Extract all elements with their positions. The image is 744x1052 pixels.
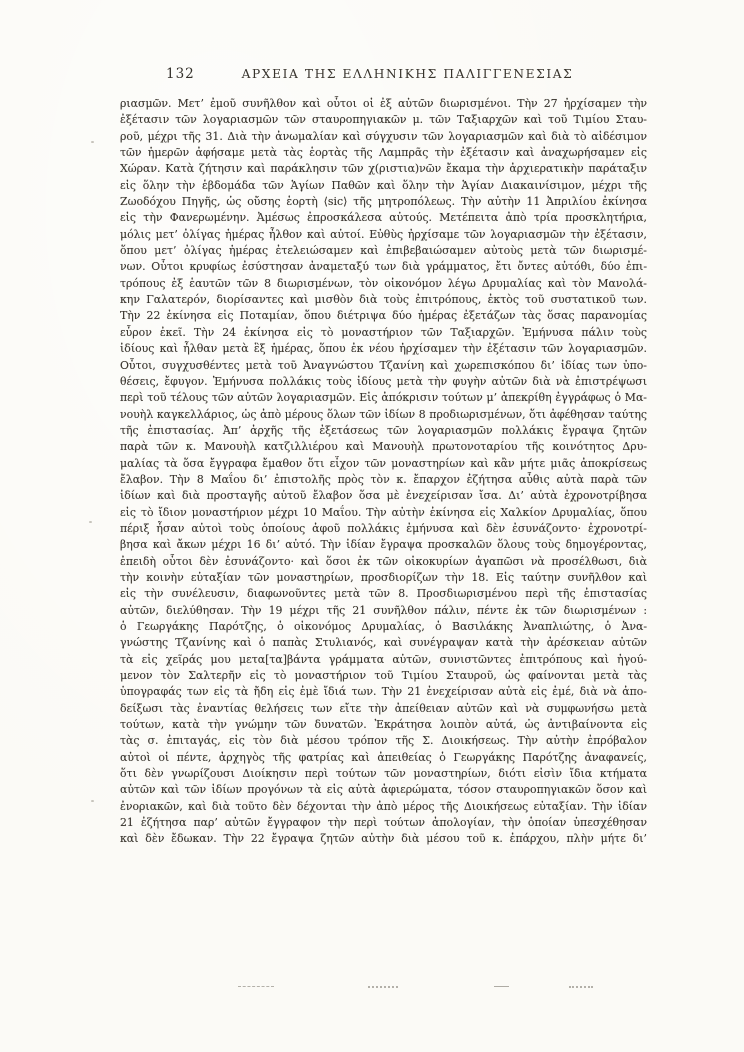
text-line: ριασμῶν. Μετ’ ἐμοῦ συνῆλθον καὶ οὗτοι οἱ ἐξ αὐτῶν διωρισμένοι. Τὴν 27 ἠρχίσαμεν τὴν	[120, 97, 647, 110]
text-line: εἰς ὅλην τὴν ἑβδομάδα τῶν Ἁγίων Παθῶν καὶ ὅλην τὴν Ἁγίαν Διακαινίσιμον, μέχρι τῆς	[120, 178, 647, 192]
text-line: εἰς τὴν Φανερωμένην. Ἀμέσως ἐπροσκάλεσα αὐτούς. Μετέπειτα ἀπὸ τρία προσκλητήρια,	[120, 211, 647, 225]
text-line: ὑπογραφάς των εἰς τὰ ἤδη εἰς ἐμὲ ἴδιά των. Τὴν 21 ἐνεχείρισαν αὐτὰ εἰς ἐμέ, διὰ νὰ ἀπο-	[120, 685, 647, 699]
page-number: 132	[166, 66, 195, 82]
page-text-block	[120, 96, 647, 848]
text-line: κην Γαλατερόν, διορίσαντες καὶ μισθὸν διὰ τοὺς ἐπιτρόπους, ἐκτὸς τοῦ συστατικοῦ των.	[120, 293, 647, 307]
text-line: ὁ Γεωργάκης Παρότζης, ὁ οἰκονόμος Δρυμαλίας, ὁ Βασιλάκης Ἀναπλιώτης, ὁ Ἀνα-	[120, 620, 647, 633]
text-line: τὰς σ. ἐπιταγάς, εἰς τὸν διὰ μέσου τρόπον τῆς Σ. Διοικήσεως. Τὴν αὐτὴν ἐπρόβαλον	[120, 734, 647, 748]
scan-artifact-dash	[494, 986, 509, 987]
text-line: τῆς ἐπιστασίας. Ἀπ’ ἀρχῆς τῆς ἐξετάσεως τῶν λογαριασμῶν πολλάκις ἔγραψα ζητῶν	[120, 423, 647, 437]
scan-artifact-dots	[569, 986, 593, 988]
text-line: τούτων, κατὰ τὴν γνώμην τῶν δυνατῶν. Ἐκράτησα λοιπὸν αὐτά, ὡς ἀντιβαίνοντα εἰς	[120, 718, 647, 732]
text-line: τῶν ἡμερῶν ἀφήσαμε μετὰ τὰς ἑορτὰς τῆς Λαμπρᾶς τὴν ἐξέτασιν καὶ ἀναχωρήσαμεν εἰς	[120, 146, 647, 160]
text-line: 21 ἐζήτησα παρ’ αὐτῶν ἔγγραφον τὴν περὶ τούτων ἀπολογίαν, τὴν ὁποίαν ὑπεσχέθησαν	[120, 816, 647, 830]
text-line: Οὗτοι, συγχυσθέντες μετὰ τοῦ Ἀναγνώστου Τζανίνη καὶ χωρεπισκόπου δι’ ἰδίας των ὑπο-	[120, 358, 647, 372]
scan-artifact-dots	[368, 986, 398, 988]
text-line: γνώστης Τζανίνης καὶ ὁ παπὰς Στυλιανός, καὶ συνέγραψαν κατὰ τὴν ἀρέσκειαν αὐτῶν	[120, 636, 647, 650]
text-line: πέριξ ἦσαν αὐτοὶ τοὺς ὁποίους ἀφοῦ πολλάκις ἐμήνυσα καὶ δὲν ἐσυνάζοντο· ἐχρονοτρί-	[120, 521, 647, 535]
text-line: ἐπειδὴ οὗτοι δὲν ἐσυνάζοντο· καὶ ὅσοι ἐκ τῶν οἰκοκυρίων ἀγαπῶσι νὰ προσέλθωσι, διὰ	[120, 554, 647, 568]
text-line: νων. Οὗτοι κρυφίως ἐσύστησαν ἀναμεταξύ των διὰ γράμματος, ἔτι ὄντες αὐτόθι, δύο ἐπι-	[120, 260, 647, 274]
scan-speck	[89, 521, 92, 523]
text-line: τὴν κοινὴν εὐταξίαν τῶν μοναστηρίων, προσδιορίζων τὴν 18. Εἰς ταύτην συνῆλθον καὶ	[120, 570, 647, 584]
text-line: ἰδίων καὶ διὰ προσταγῆς αὐτοῦ ἔλαβον ὅσα μὲ ἐνεχείρισαν ἴσα. Δι’ αὐτὰ ἐχρονοτρίβησα	[120, 489, 647, 503]
text-line: τρόπους ἐξ ἑαυτῶν τῶν 8 διωρισμένων, τὸν οἰκονόμον λέγω Δρυμαλίας καὶ τὸν Μανολά-	[120, 276, 647, 290]
text-line: αὐτοὶ οἱ πέντε, ἀρχηγὸς τῆς φατρίας καὶ ἀπειθείας ὁ Γεωργάκης Παρότζης ἀναφανείς,	[120, 750, 647, 764]
page-header	[120, 66, 647, 84]
text-line: αὐτῶν καὶ τῶν ἰδίων προγόνων τὰ εἰς αὐτὰ ἀφιερώματα, τόσον σταυροπηγιακῶν ὅσον καὶ	[120, 783, 647, 797]
text-line: Τὴν 22 ἐκίνησα εἰς Ποταμίαν, ὅπου διέτριψα δύο ἡμέρας ἐξετάζων τὰς ὅσας παρανομίας	[120, 309, 647, 323]
text-line: περὶ τοῦ τέλους τῶν αὐτῶν λογαριασμῶν. Εἰς ἀπόκρισιν τούτων μ’ ἀπεκρίθη ἐγγράφως ὁ Μα-	[120, 391, 647, 405]
text-line: ροῦ, μέχρι τῆς 31. Διὰ τὴν ἀνωμαλίαν καὶ σύγχυσιν τῶν λογαριασμῶν καὶ διὰ τὸ αἰδέσιμον	[120, 129, 647, 143]
text-line: ὅτι δὲν γνωρίζουσι Διοίκησιν περὶ τούτων τῶν μοναστηρίων, διότι εἰσὶν ἴδια κτήματα	[120, 767, 647, 781]
text-line: παρὰ τῶν κ. Μανουὴλ κατζιλλιέρου καὶ Μανουὴλ πρωτονοταρίου τῆς κοινότητος Δρυ-	[120, 440, 647, 454]
text-line: μαλίας τὰ ὅσα ἔγγραφα ἔμαθον ὅτι εἶχον τῶν μοναστηρίων καὶ κἂν μήτε μιᾶς ἀποκρίσεως	[120, 456, 647, 470]
text-line: δείξωσι τὰς ἐναντίας θελήσεις των εἴτε τὴν ἀπείθειαν αὐτῶν καὶ νὰ συμφωνήσω μετὰ	[120, 701, 647, 715]
text-line: εἰς τὸ ἴδιον μοναστήριον μέχρι 10 Μαΐου. Τὴν αὐτὴν ἐκίνησα εἰς Χαλκίον Δρυμαλίας, ὅπου	[120, 505, 647, 519]
scan-speck	[91, 800, 94, 802]
text-line: ἔλαβον. Τὴν 8 Μαΐου δι’ ἐπιστολῆς πρὸς τὸν κ. ἔπαρχον ἐζήτησα αὖθις αὐτὰ παρὰ τῶν	[120, 472, 647, 486]
text-line: μόλις μετ’ ὀλίγας ἡμέρας ἦλθον καὶ αὐτοί. Εὐθὺς ἠρχίσαμε τῶν λογαριασμῶν τὴν ἐξέτασιν,	[120, 227, 647, 241]
text-line: βησα καὶ ἄκων μέχρι 16 δι’ αὐτό. Τὴν ἰδίαν ἔγραψα προσκαλῶν ὅλους τοὺς δημογέροντας,	[120, 538, 647, 552]
text-line: ὅπου μετ’ ὀλίγας ἡμέρας ἐτελειώσαμεν καὶ ἐπιβεβαιώσαμεν αὐτοὺς μετὰ τῶν διωρισμέ-	[120, 244, 647, 258]
text-line: νουὴλ καγκελλάριος, ὡς ἀπὸ μέρους ὅλων τῶν ἰδίων 8 προδιωρισμένων, ὅτι ἀφέθησαν ταύτης	[120, 407, 647, 421]
text-line: Χώραν. Κατὰ ζήτησιν καὶ παράκλησιν τῶν χ(ριστια)νῶν ἔκαμα τὴν ἀρχιερατικὴν παράταξιν	[120, 162, 647, 176]
text-line: θέσεις, ἔφυγον. Ἐμήνυσα πολλάκις τοὺς ἰδίους μετὰ τὴν φυγὴν αὐτῶν διὰ νὰ ἐπιστρέψωσι	[120, 374, 647, 388]
text-line: εὗρον ἐκεῖ. Τὴν 24 ἐκίνησα εἰς τὸ μοναστήριον τῶν Ταξιαρχῶν. Ἐμήνυσα πάλιν τοὺς	[120, 325, 647, 339]
text-line: εἰς τὴν συνέλευσιν, διαφωνοῦντες μετὰ τῶν 8. Προσδιωρισμένου περὶ τῆς ἐπιστασίας	[120, 587, 647, 601]
text-line: ἰδίους καὶ ἦλθαν μετὰ ἓξ ἡμέρας, ὅπου ἐκ νέου ἠρχίσαμεν τὴν ἐξέτασιν τῶν λογαριασμῶν.	[120, 342, 647, 356]
scan-artifact-dashes	[238, 986, 274, 987]
text-line: τὰ εἰς χεῖράς μου μετα[τα]βάντα γράμματα αὐτῶν, συνιστῶντες ἐπιτρόπους καὶ ἡγού-	[120, 652, 647, 666]
text-line: ἐξέτασιν τῶν λογαριασμῶν τῶν σταυροπηγιακῶν μ. τῶν Ταξιαρχῶν καὶ τοῦ Τιμίου Σταυ-	[120, 113, 647, 127]
text-line: ἐνοριακῶν, καὶ διὰ τοῦτο δὲν δέχονται τὴν ἀπὸ μέρος τῆς Διοικήσεως εὐταξίαν. Τὴν ἰδίαν	[120, 799, 647, 813]
text-line: Ζωοδόχου Πηγῆς, ὡς οὔσης ἑορτὴ ⟨sic⟩ τῆς μητροπόλεως. Τὴν αὐτὴν 11 Ἀπριλίου ἐκίνησα	[120, 195, 647, 209]
text-line: αὐτῶν, διελύθησαν. Τὴν 19 μέχρι τῆς 21 συνῆλθον πάλιν, πέντε ἐκ τῶν διωρισμένων :	[120, 603, 647, 617]
text-line: μενον τὸν Σαλτερῆν εἰς τὸ μοναστήριον τοῦ Τιμίου Σταυροῦ, ὡς φαίνονται μετὰ τὰς	[120, 669, 647, 683]
running-title: ΑΡΧΕΙΑ ΤΗΣ ΕΛΛΗΝΙΚΗΣ ΠΑΛΙΓΓΕΝΕΣΙΑΣ	[241, 67, 574, 81]
scan-speck	[91, 141, 94, 143]
text-line: καὶ δὲν ἔδωκαν. Τὴν 22 ἔγραψα ζητῶν αὐτὴν διὰ μέσου τοῦ κ. ἐπάρχου, πλὴν μήτε δι’	[120, 832, 647, 846]
